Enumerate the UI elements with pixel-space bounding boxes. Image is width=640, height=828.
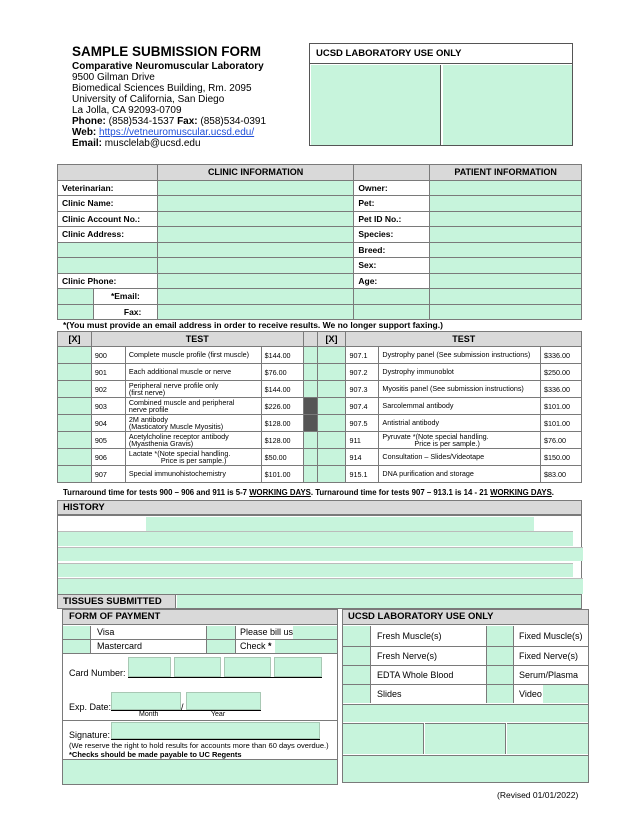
fax-field[interactable] (157, 304, 354, 320)
lab-use-bottom-heading: UCSD LABORATORY USE ONLY (343, 610, 588, 625)
test-name (379, 398, 541, 415)
test-name (125, 381, 261, 398)
test-checkbox[interactable] (58, 466, 92, 483)
checks-note: *Checks should be made payable to UC Regents (69, 750, 242, 759)
breed-label: Breed: (354, 242, 430, 258)
test-code: 900 (91, 347, 125, 364)
test-code: 901 (91, 364, 125, 381)
year-label: Year (211, 711, 226, 718)
tissues-field[interactable] (177, 595, 581, 608)
test-price: $336.00 (540, 347, 581, 364)
mastercard-checkbox[interactable] (63, 640, 91, 653)
test-checkbox[interactable] (58, 432, 92, 449)
test-code: 907.2 (346, 364, 379, 381)
test-price: $83.00 (540, 466, 581, 483)
serum-checkbox[interactable] (486, 666, 514, 684)
test-name (379, 381, 541, 398)
test-price: $101.00 (261, 466, 303, 483)
test-name-line: Combined muscle and peripheral (128, 397, 235, 407)
test-name-line: (Masticatory Muscle Myositis) (128, 422, 224, 431)
x-header: [X] (58, 332, 92, 347)
test-header: TEST (346, 332, 582, 347)
fixed-muscle-checkbox[interactable] (486, 626, 514, 646)
tissues-heading: TISSUES SUBMITTED (58, 595, 176, 608)
test-row (58, 466, 582, 483)
lab-use-field[interactable] (425, 723, 506, 754)
test-price: $128.00 (261, 415, 303, 432)
lab-name: Comparative Neuromuscular Laboratory (72, 61, 264, 72)
test-code: 915.1 (346, 466, 379, 483)
test-code: 907.3 (346, 381, 379, 398)
address-line: 9500 Gilman Drive (72, 72, 155, 83)
test-row (58, 381, 582, 398)
payment-box: FORM OF PAYMENT Visa Please bill us Mastercard Check * Card Number: Exp. Date: / Month Year Signature: (We reserve the right to hold results for accounts more than 60 days overdue.) *Checks should be made payable to UC Regents (62, 609, 338, 785)
history-heading: HISTORY (57, 500, 582, 515)
test-checkbox[interactable] (317, 432, 346, 449)
test-price: $144.00 (261, 381, 303, 398)
test-checkbox[interactable] (317, 398, 346, 415)
address-line: University of California, San Diego (72, 94, 225, 105)
species-label: Species: (354, 227, 430, 243)
clinic-phone-label: Clinic Phone: (58, 273, 158, 289)
test-checkbox[interactable] (317, 449, 346, 466)
test-code: 911 (346, 432, 379, 449)
test-name-line: Dystrophy immunoblot (382, 367, 454, 377)
test-checkbox[interactable] (317, 415, 346, 432)
test-name-line: Antistrial antibody (382, 418, 440, 428)
test-code: 903 (91, 398, 125, 415)
test-name (379, 347, 541, 364)
patient-info-heading: PATIENT INFORMATION (430, 165, 582, 181)
test-checkbox[interactable] (303, 381, 317, 398)
clinic-name-field[interactable] (157, 196, 354, 212)
lab-use-field[interactable] (507, 723, 588, 754)
bill-us-label: Please bill us (240, 627, 294, 637)
test-name-line: Price is per sample.) (414, 439, 480, 448)
test-checkbox[interactable] (58, 449, 92, 466)
test-name-line: DNA purification and storage (382, 469, 474, 479)
revision-note: (Revised 01/01/2022) (497, 790, 579, 800)
mastercard-label: Mastercard (97, 641, 143, 651)
clinic-address-field[interactable] (157, 242, 354, 258)
fixed-nerve-label: Fixed Nerve(s) (519, 651, 579, 661)
test-price: $250.00 (540, 364, 581, 381)
lab-use-field[interactable] (443, 65, 572, 145)
test-checkbox[interactable] (58, 364, 92, 381)
test-name-line: Complete muscle profile (first muscle) (128, 350, 250, 360)
card-number-field-1[interactable] (128, 657, 171, 677)
test-checkbox[interactable] (303, 364, 317, 381)
sex-field[interactable] (430, 258, 582, 274)
email-field[interactable] (157, 289, 354, 305)
address-line: Biomedical Sciences Building, Rm. 2095 (72, 83, 252, 94)
test-name (125, 398, 261, 415)
form-title: SAMPLE SUBMISSION FORM (72, 44, 262, 59)
test-name (125, 364, 261, 381)
veterinarian-field[interactable] (157, 180, 354, 196)
owner-field[interactable] (430, 180, 582, 196)
veterinarian-label: Veterinarian: (58, 180, 158, 196)
test-code: 907 (91, 466, 125, 483)
test-price: $226.00 (261, 398, 303, 415)
address-line: La Jolla, CA 92093-0709 (72, 105, 182, 116)
test-name (125, 347, 261, 364)
test-code: 904 (91, 415, 125, 432)
website-link[interactable]: https://vetneuromuscular.ucsd.edu/ (99, 127, 255, 138)
test-name (125, 415, 261, 432)
exp-year-field[interactable] (186, 692, 261, 710)
serum-label: Serum/Plasma (519, 670, 579, 680)
pet-label: Pet: (354, 196, 430, 212)
month-label: Month (139, 711, 159, 718)
test-name (379, 415, 541, 432)
web-line: Web: https://vetneuromuscular.ucsd.edu/ (72, 127, 255, 138)
lab-use-box-bottom (342, 609, 589, 783)
test-row (58, 415, 582, 432)
test-name-line: Sarcolemmal antibody (382, 401, 454, 411)
sex-label: Sex: (354, 258, 430, 274)
test-price: $144.00 (261, 347, 303, 364)
test-code: 907.5 (346, 415, 379, 432)
test-header: TEST (91, 332, 303, 347)
test-name (125, 466, 261, 483)
test-code: 906 (91, 449, 125, 466)
test-row (58, 432, 582, 449)
exp-month-field[interactable] (111, 692, 181, 710)
test-name-line: Pyruvate *(Note special handling. (382, 431, 489, 441)
visa-label: Visa (97, 627, 115, 637)
test-name-line: (Myasthenia Gravis) (128, 439, 194, 448)
clinic-patient-table (57, 164, 582, 320)
test-name-line: Lactate *(Note special handling. (128, 448, 231, 458)
test-price: $128.00 (261, 432, 303, 449)
email-line: Email: musclelab@ucsd.edu (72, 138, 201, 149)
tissues-row (57, 594, 582, 609)
test-checkbox[interactable] (303, 466, 317, 483)
test-price: $50.00 (261, 449, 303, 466)
test-name (379, 364, 541, 381)
age-label: Age: (354, 273, 430, 289)
test-name-line: Consultation – Slides/Videotape (382, 452, 485, 462)
fax-label: Fax: (93, 304, 157, 320)
test-name (125, 432, 261, 449)
test-name-line: (first nerve) (128, 388, 166, 397)
pet-id-label: Pet ID No.: (354, 211, 430, 227)
check-label: Check * (240, 641, 272, 651)
email-note: *(You must provide an email address in order to receive results. We no longer support faxing.) (63, 320, 443, 330)
test-name-line: nerve profile (128, 405, 169, 414)
pet-field[interactable] (430, 196, 582, 212)
test-code: 905 (91, 432, 125, 449)
signature-label: Signature: (69, 730, 111, 740)
fixed-nerve-checkbox[interactable] (486, 647, 514, 665)
test-row (58, 364, 582, 381)
test-code: 914 (346, 449, 379, 466)
lab-header (72, 44, 266, 149)
clinic-account-field[interactable] (157, 211, 354, 227)
test-name-line: Peripheral nerve profile only (128, 380, 219, 390)
pet-id-field[interactable] (430, 211, 582, 227)
video-checkbox[interactable] (486, 685, 514, 703)
turnaround-note: Turnaround time for tests 900 – 906 and 911 is 5-7 WORKING DAYS. Turnaround time for tests 907 – 913.1 is 14 - 21 WORKING DAYS. (63, 488, 554, 497)
clinic-address-label: Clinic Address: (58, 227, 158, 243)
email-label: *Email: (93, 289, 157, 305)
fixed-muscle-label: Fixed Muscle(s) (519, 631, 583, 641)
test-checkbox[interactable] (317, 364, 346, 381)
test-row (58, 449, 582, 466)
card-number-field-4[interactable] (274, 657, 322, 677)
bill-us-checkbox[interactable] (206, 626, 236, 639)
lab-use-field[interactable] (311, 65, 441, 145)
test-price: $76.00 (261, 364, 303, 381)
edta-label: EDTA Whole Blood (377, 670, 454, 680)
test-price: $76.00 (540, 432, 581, 449)
test-checkbox[interactable] (317, 466, 346, 483)
clinic-address-field[interactable] (157, 227, 354, 243)
age-field[interactable] (430, 273, 582, 289)
test-checkbox[interactable] (58, 381, 92, 398)
reserve-note: (We reserve the right to hold results for accounts more than 60 days overdue.) (69, 741, 329, 750)
test-checkbox[interactable] (303, 449, 317, 466)
test-checkbox[interactable] (58, 415, 92, 432)
fresh-muscle-checkbox[interactable] (343, 626, 371, 646)
fresh-muscle-label: Fresh Muscle(s) (377, 631, 442, 641)
clinic-address-field[interactable] (58, 258, 158, 274)
lab-use-title: UCSD LABORATORY USE ONLY (310, 44, 572, 64)
test-row (58, 347, 582, 364)
lab-use-field[interactable] (343, 723, 424, 754)
history-area[interactable] (57, 515, 582, 594)
test-name-line: Acetylcholine receptor antibody (128, 431, 229, 441)
payment-heading: FORM OF PAYMENT (63, 610, 337, 625)
tests-table (57, 331, 582, 483)
test-checkbox[interactable] (317, 347, 346, 364)
edta-checkbox[interactable] (343, 666, 371, 684)
test-name-line: 2M antibody (128, 414, 168, 424)
card-number-field-2[interactable] (174, 657, 221, 677)
test-name (379, 449, 541, 466)
phone-line: Phone: (858)534-1537 Fax: (858)534-0391 (72, 116, 267, 127)
check-checkbox[interactable] (206, 640, 236, 653)
clinic-address-field[interactable] (157, 258, 354, 274)
test-code: 902 (91, 381, 125, 398)
test-checkbox[interactable] (303, 415, 317, 432)
slides-checkbox[interactable] (343, 685, 371, 703)
test-checkbox[interactable] (58, 398, 92, 415)
exp-date-label: Exp. Date: (69, 702, 112, 712)
test-price: $336.00 (540, 381, 581, 398)
test-name-line: Dystrophy panel (See submission instructions) (382, 350, 531, 360)
test-name (379, 432, 541, 449)
species-field[interactable] (430, 227, 582, 243)
test-checkbox[interactable] (58, 347, 92, 364)
test-price: $150.00 (540, 449, 581, 466)
test-name-line: Each additional muscle or nerve (128, 367, 232, 377)
clinic-account-label: Clinic Account No.: (58, 211, 158, 227)
test-name-line: Myositis panel (See submission instructions) (382, 384, 524, 394)
fresh-nerve-label: Fresh Nerve(s) (377, 651, 438, 661)
test-name-line: Special immunohistochemistry (128, 469, 226, 479)
test-code: 907.1 (346, 347, 379, 364)
test-checkbox[interactable] (303, 347, 317, 364)
slides-label: Slides (377, 689, 402, 699)
lab-use-box-top (309, 43, 573, 146)
card-number-label: Card Number: (69, 668, 126, 678)
test-name-line: Price is per sample.) (160, 456, 227, 465)
test-checkbox[interactable] (317, 381, 346, 398)
clinic-phone-field[interactable] (157, 273, 354, 289)
test-name (125, 449, 261, 466)
clinic-address-field[interactable] (58, 242, 158, 258)
owner-label: Owner: (354, 180, 430, 196)
clinic-info-heading: CLINIC INFORMATION (157, 165, 354, 181)
clinic-name-label: Clinic Name: (58, 196, 158, 212)
test-row (58, 398, 582, 415)
test-price: $101.00 (540, 398, 581, 415)
breed-field[interactable] (430, 242, 582, 258)
test-price: $101.00 (540, 415, 581, 432)
visa-checkbox[interactable] (63, 626, 91, 639)
signature-field[interactable] (111, 722, 320, 739)
test-code: 907.4 (346, 398, 379, 415)
test-name (379, 466, 541, 483)
test-checkbox[interactable] (303, 398, 317, 415)
x-header: [X] (317, 332, 346, 347)
test-checkbox[interactable] (303, 432, 317, 449)
video-label: Video (519, 689, 542, 699)
fresh-nerve-checkbox[interactable] (343, 647, 371, 665)
card-number-field-3[interactable] (224, 657, 271, 677)
